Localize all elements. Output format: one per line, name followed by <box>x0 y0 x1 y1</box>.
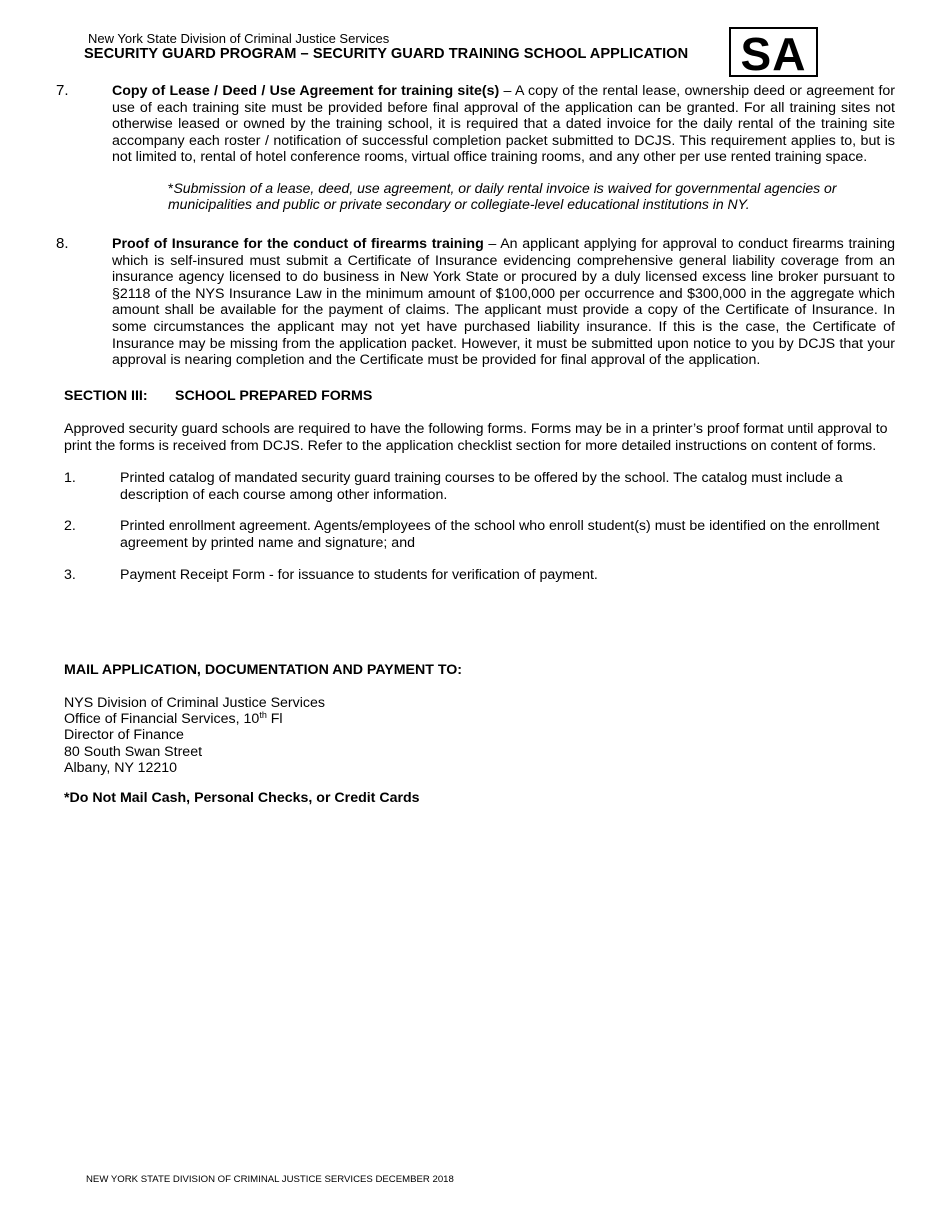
section-3-intro: Approved security guard schools are required to have the following forms. Forms may be in a printer’s proof format until approval to print the forms is received from DCJS. Refer to the application checklist section for more detailed instructions on content of forms. <box>64 421 888 454</box>
address-line-1: NYS Division of Criminal Justice Services <box>64 695 325 711</box>
item-8-number: 8. <box>56 235 69 252</box>
list-item-2-text: Printed enrollment agreement. Agents/employees of the school who enroll student(s) must be identified on the enrollment agreement by printed name and signature; and <box>120 518 880 551</box>
item-8-heading: Proof of Insurance for the conduct of firearms training <box>112 236 484 252</box>
list-item-3-number: 3. <box>64 567 76 583</box>
section-3-title: SCHOOL PREPARED FORMS <box>175 388 373 404</box>
address-line-2: Office of Financial Services, 10th Fl <box>64 710 283 728</box>
item-7-heading: Copy of Lease / Deed / Use Agreement for training site(s) <box>112 83 500 99</box>
list-item-3-text: Payment Receipt Form - for issuance to students for verification of payment. <box>120 567 598 583</box>
list-item-1-number: 1. <box>64 470 76 486</box>
mailing-address <box>64 695 325 776</box>
agency-name: New York State Division of Criminal Justice Services <box>88 31 390 46</box>
page-footer: NEW YORK STATE DIVISION OF CRIMINAL JUSTICE SERVICES DECEMBER 2018 <box>86 1174 454 1185</box>
address-line-4: 80 South Swan Street <box>64 743 203 760</box>
list-item-1-text: Printed catalog of mandated security guard training courses to be offered by the school. The catalog must include a description of each course among other information. <box>120 470 843 503</box>
note-text: Submission of a lease, deed, use agreement, or daily rental invoice is waived for governmental agencies or municipalities and public or private secondary or collegiate-level educational institutions in NY. <box>168 180 837 213</box>
payment-warning: *Do Not Mail Cash, Personal Checks, or Credit Cards <box>64 790 420 806</box>
section-3-label: SECTION III: <box>64 388 148 404</box>
form-code-box: SA <box>729 27 818 77</box>
item-8-body: – An applicant applying for approval to conduct firearms training which is self-insured must submit a Certificate of Insurance evidencing comprehensive general liability coverage from an insurance agency licensed to do business in New York State or procured by a duly licensed excess line broker pursuant to §2118 of the NYS Insurance Law in the minimum amount of $100,000 per occurrence and $300,000 in the aggregate which amount shall be available for the payment of claims. The applicant must provide a copy of the Certificate of Insurance. In some circumstances the applicant may not yet have purchased liability insurance. If this is the case, the Certificate of Insurance may be missing from the application packet. However, it must be submitted upon notice to you by DCJS that your approval is nearing completion and the Certificate must be provided for final approval of the application. <box>112 236 895 369</box>
note-asterisk: * <box>168 180 174 196</box>
address-line-5: Albany, NY 12210 <box>64 759 178 776</box>
mail-heading: MAIL APPLICATION, DOCUMENTATION AND PAYMENT TO: <box>64 662 463 678</box>
item-8-paragraph <box>112 236 895 369</box>
item-7-body: – A copy of the rental lease, ownership deed or agreement for use of each training site must be provided before final approval of the application can be granted. For all training sites not otherwise leased or owned by the training school, it is required that a dated invoice for the daily rental of the training site accompany each roster / notification of successful completion packet submitted to DCJS. This requirement applies to, but is not limited to, rental of hotel conference rooms, virtual office training rooms, and any other per use rented training space. <box>112 83 895 166</box>
waiver-note <box>168 180 858 213</box>
list-item-2-number: 2. <box>64 518 76 534</box>
item-7-paragraph <box>112 83 895 166</box>
address-line-3: Director of Finance <box>64 727 184 744</box>
page-title: SECURITY GUARD PROGRAM – SECURITY GUARD TRAINING SCHOOL APPLICATION <box>84 46 689 62</box>
item-7-number: 7. <box>56 82 69 99</box>
